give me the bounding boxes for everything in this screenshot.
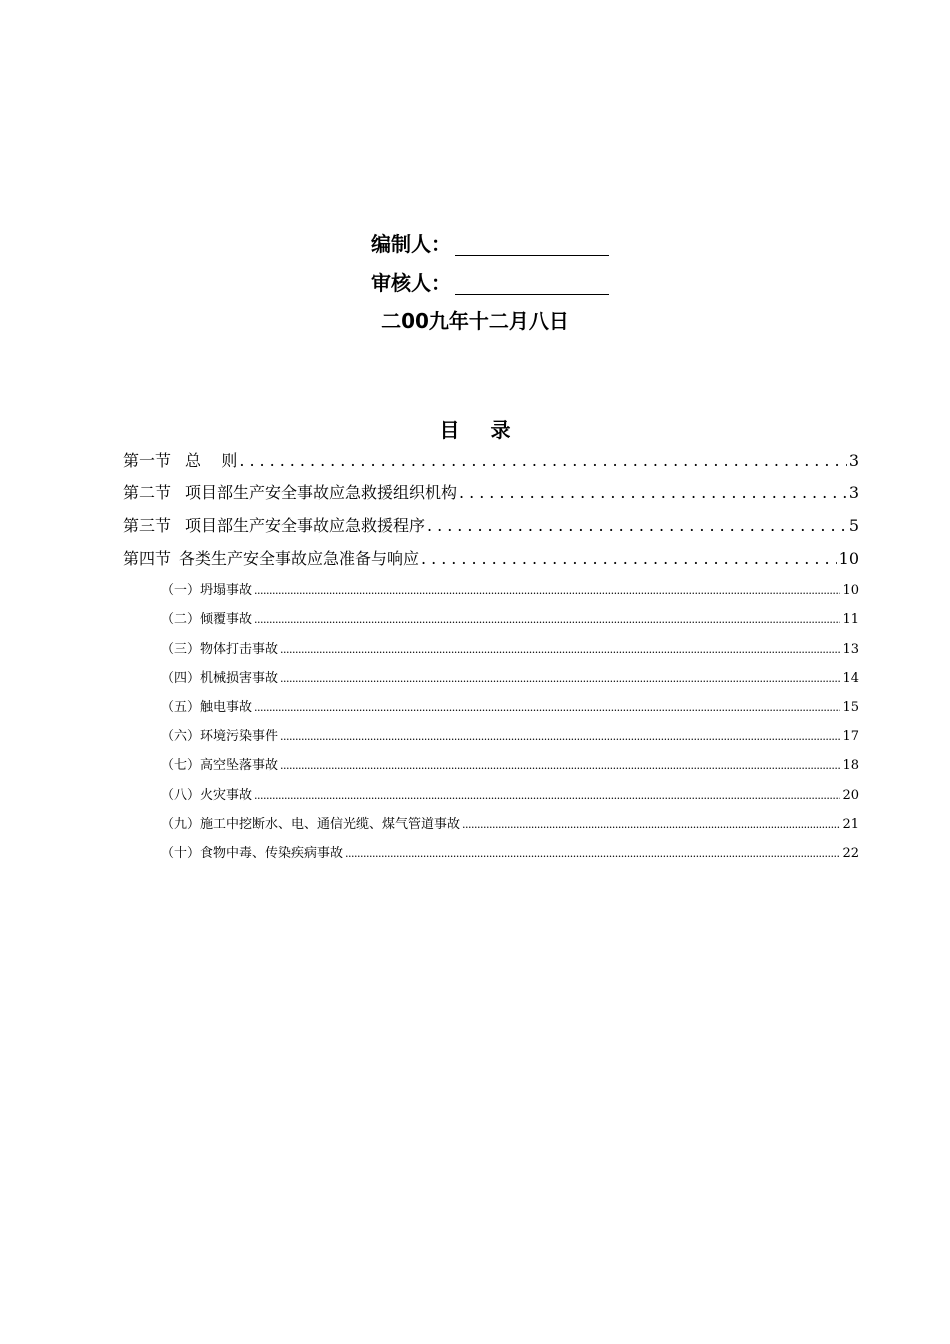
toc-subsection-title: （八）火灾事故: [161, 788, 253, 803]
toc-page-number: 13: [842, 642, 859, 657]
toc-page-number: 22: [842, 846, 859, 861]
toc-leader-dots: [254, 584, 840, 597]
toc-page-number: 3: [848, 451, 859, 470]
toc-leader-dots: [280, 672, 840, 685]
toc-leader-dots: [254, 701, 840, 714]
toc-page-number: 15: [842, 700, 859, 715]
toc-subsection-title: （四）机械损害事故: [161, 671, 279, 686]
toc-section-number: 第二节: [123, 483, 172, 502]
toc-section-2[interactable]: [123, 480, 859, 502]
toc-title: 目 录: [439, 418, 523, 442]
toc-section-title: 项目部生产安全事故应急救援组织机构: [185, 483, 458, 502]
toc-subsection-title: （一）坍塌事故: [161, 583, 253, 598]
toc-subsection-title: （十）食物中毒、传染疾病事故: [161, 846, 344, 861]
toc-section-text: [123, 448, 237, 471]
toc-page-number: 14: [842, 671, 859, 686]
document-date: 二00九年十二月八日: [381, 309, 569, 333]
toc-section-3[interactable]: [123, 513, 859, 535]
toc-leader-dots: [345, 847, 840, 860]
toc-page-number: 3: [848, 483, 859, 502]
toc-section-number: 第三节: [123, 516, 172, 535]
toc-page-number: 20: [842, 788, 859, 803]
toc-section-text: [123, 513, 425, 536]
reviewer-row: [371, 271, 609, 295]
compiler-blank-line: [455, 237, 609, 256]
toc-page-number: 21: [842, 817, 859, 832]
reviewer-label: 审核人：: [371, 271, 451, 295]
toc-leader-dots: [280, 759, 840, 772]
toc-section-number: 第一节: [123, 451, 172, 470]
toc-leader-dots: [280, 643, 840, 656]
toc-leader-dots: [462, 818, 840, 831]
toc-page-number: 5: [848, 516, 859, 535]
toc-leader-dots: [280, 730, 840, 743]
toc-leader-dots: [459, 483, 847, 502]
toc-section-title: 总 则: [185, 451, 238, 470]
toc-subsection-2[interactable]: [161, 608, 859, 626]
toc-leader-dots: [427, 516, 847, 535]
toc-section-title: 项目部生产安全事故应急救援程序: [185, 516, 426, 535]
toc-leader-dots: [254, 789, 840, 802]
toc-subsection-9[interactable]: [161, 813, 859, 831]
toc-subsection-title: （二）倾覆事故: [161, 612, 253, 627]
toc-page-number: 10: [838, 549, 859, 568]
toc-subsection-8[interactable]: [161, 784, 859, 802]
toc-section-text: [123, 546, 419, 569]
toc-subsection-3[interactable]: [161, 638, 859, 656]
toc-subsection-title: （五）触电事故: [161, 700, 253, 715]
toc-leader-dots: [254, 613, 840, 626]
toc-subsection-1[interactable]: [161, 579, 859, 597]
toc-subsection-6[interactable]: [161, 725, 859, 743]
toc-subsection-4[interactable]: [161, 667, 859, 685]
toc-section-text: [123, 480, 457, 503]
toc-section-title: 各类生产安全事故应急准备与响应: [179, 549, 420, 568]
toc-subsection-10[interactable]: [161, 842, 859, 860]
toc-page-number: 10: [842, 583, 859, 598]
reviewer-blank-line: [455, 276, 609, 295]
toc-subsection-title: （九）施工中挖断水、电、通信光缆、煤气管道事故: [161, 817, 461, 832]
toc-section-number: 第四节: [123, 549, 172, 568]
toc-subsection-7[interactable]: [161, 754, 859, 772]
toc-subsection-title: （六）环境污染事件: [161, 729, 279, 744]
toc-page-number: 18: [842, 758, 859, 773]
toc-section-1[interactable]: [123, 448, 859, 470]
compiler-row: [371, 232, 609, 256]
compiler-label: 编制人：: [371, 232, 451, 256]
toc-subsection-title: （三）物体打击事故: [161, 642, 279, 657]
toc-page-number: 11: [842, 612, 859, 627]
toc-subsection-5[interactable]: [161, 696, 859, 714]
toc-page-number: 17: [842, 729, 859, 744]
toc-leader-dots: [239, 451, 846, 470]
toc-section-4[interactable]: [123, 546, 859, 568]
toc-leader-dots: [421, 549, 837, 568]
toc-subsection-title: （七）高空坠落事故: [161, 758, 279, 773]
